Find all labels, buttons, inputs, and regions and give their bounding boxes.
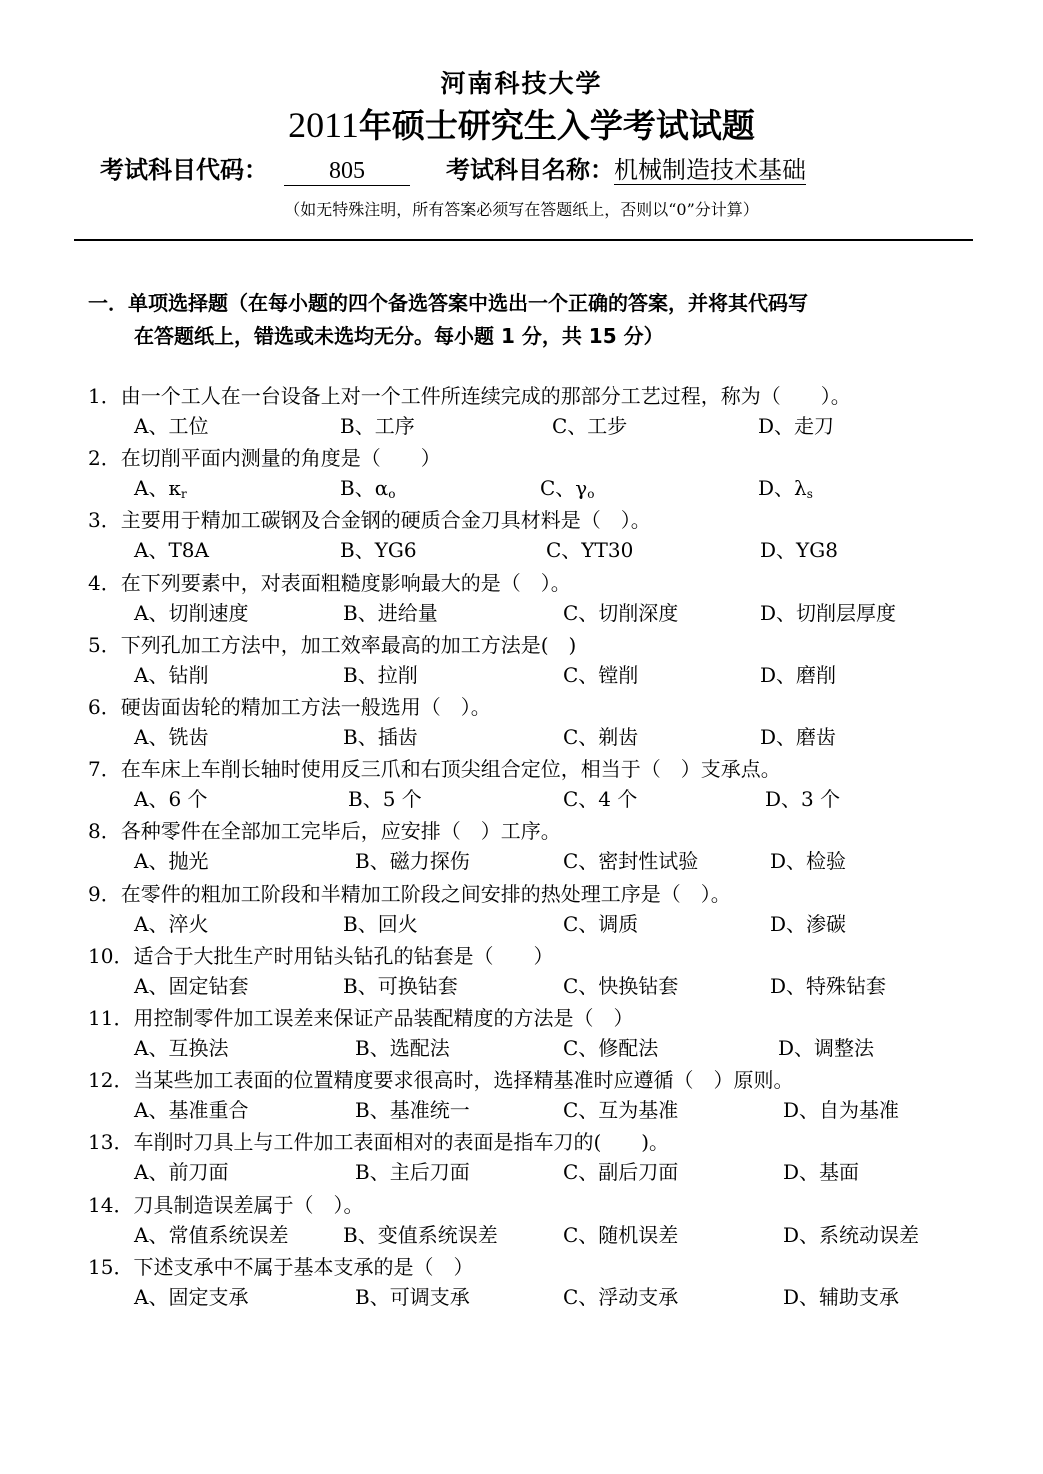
option-text: B、插齿 — [343, 725, 418, 749]
question-12-option-d — [783, 1094, 899, 1123]
option-subscript: o — [388, 487, 396, 502]
option-text: B、主后刀面 — [355, 1160, 470, 1185]
question-2-option-b — [340, 472, 395, 501]
option-text: C、浮动支承 — [563, 1284, 679, 1309]
option-text: A、κ — [134, 476, 181, 501]
option-subscript: o — [587, 487, 595, 502]
option-text: C、快换钻套 — [563, 973, 679, 998]
question-5-option-a — [134, 659, 208, 688]
option-text: B、拉削 — [343, 662, 418, 687]
question-15-option-b — [355, 1281, 470, 1310]
subject-line — [100, 150, 806, 186]
option-text: A、工位 — [134, 414, 209, 438]
option-text: C、YT30 — [546, 538, 634, 563]
subject-name-label: 考试科目名称： — [446, 156, 614, 184]
option-text: D、YG8 — [760, 538, 838, 563]
question-1-option-c — [552, 410, 627, 439]
question-8-option-c — [563, 845, 698, 874]
question-3: 3．主要用于精加工碳钢及合金钢的硬质合金刀具材料是（ ）。 — [88, 508, 651, 533]
question-2-option-d — [758, 472, 813, 501]
question-7: 7．在车床上车削长轴时使用反三爪和右顶尖组合定位，相当于（ ）支承点。 — [88, 757, 781, 782]
option-text: A、基准重合 — [134, 1098, 249, 1123]
question-14-option-d — [783, 1219, 919, 1248]
option-text: C、切削深度 — [563, 600, 679, 625]
option-text: D、磨削 — [760, 662, 837, 687]
question-8-option-a — [134, 845, 208, 874]
question-1: 1．由一个工人在一台设备上对一个工件所连续完成的那部分工艺过程，称为（ ）。 — [88, 384, 851, 408]
exam-title — [0, 100, 1043, 147]
option-text: A、互换法 — [134, 1036, 229, 1060]
question-4-option-a — [134, 597, 248, 626]
question-7-option-a — [134, 783, 208, 812]
question-12-option-a — [134, 1094, 248, 1123]
subject-code-value: 805 — [284, 158, 410, 186]
question-13-option-a — [134, 1156, 228, 1185]
option-text: D、切削层厚度 — [760, 600, 897, 625]
question-14: 14．刀具制造误差属于（ ）。 — [88, 1192, 364, 1217]
question-13: 13．车削时刀具上与工件加工表面相对的表面是指车刀的( )。 — [88, 1130, 670, 1155]
exam-year: 2011 — [288, 105, 359, 145]
question-11-option-b — [355, 1032, 450, 1061]
question-11-option-a — [134, 1032, 228, 1061]
option-text: A、淬火 — [134, 911, 209, 936]
question-8-option-d — [770, 845, 846, 874]
school-name: 河南科技大学 — [440, 69, 603, 98]
question-12-option-c — [563, 1094, 678, 1123]
option-text: A、铣齿 — [134, 725, 209, 749]
option-text: A、常值系统误差 — [134, 1222, 289, 1247]
option-text: A、固定支承 — [134, 1284, 249, 1309]
question-6: 6．硬齿面齿轮的精加工方法一般选用（ ）。 — [88, 695, 491, 719]
question-3-option-c — [546, 534, 633, 563]
question-7-option-b — [348, 783, 422, 812]
question-9-option-b — [343, 908, 418, 937]
question-11-option-d — [778, 1032, 874, 1061]
question-13-option-c — [563, 1156, 678, 1185]
option-text: B、选配法 — [355, 1036, 450, 1060]
question-4-option-b — [343, 597, 438, 626]
question-1-option-b — [340, 410, 415, 439]
option-text: B、YG6 — [340, 538, 417, 563]
option-text: C、4 个 — [563, 787, 638, 812]
option-text: C、密封性试验 — [563, 849, 699, 874]
question-12: 12．当某些加工表面的位置精度要求很高时，选择精基准时应遵循（ ）原则。 — [88, 1068, 794, 1093]
question-5: 5．下列孔加工方法中，加工效率最高的加工方法是( ) — [88, 632, 577, 657]
subject-code-label: 考试科目代码： — [100, 156, 268, 184]
question-6-option-b — [343, 721, 418, 750]
option-text: B、变值系统误差 — [343, 1222, 498, 1247]
question-10-option-c — [563, 970, 678, 999]
question-4-option-c — [563, 597, 678, 626]
question-9-option-d — [770, 908, 846, 937]
option-text: D、特殊钻套 — [770, 973, 887, 998]
question-10-option-a — [134, 970, 248, 999]
question-6-option-d — [760, 721, 836, 750]
option-text: A、固定钻套 — [134, 973, 249, 998]
option-text: C、修配法 — [563, 1036, 659, 1060]
option-text: D、调整法 — [778, 1036, 875, 1060]
question-5-option-d — [760, 659, 836, 688]
option-text: D、基面 — [783, 1160, 860, 1185]
section-heading-line1: 一．单项选择题（在每小题的四个备选答案中选出一个正确的答案，并将其代码写 — [88, 291, 808, 315]
subject-name-value: 机械制造技术基础 — [614, 156, 806, 184]
question-1-option-d — [758, 410, 834, 439]
question-13-option-d — [783, 1156, 859, 1185]
option-text: D、3 个 — [765, 787, 841, 812]
question-7-option-c — [563, 783, 637, 812]
question-2-option-a — [134, 472, 187, 501]
option-text: C、调质 — [563, 911, 639, 936]
question-9-option-c — [563, 908, 638, 937]
option-text: C、镗削 — [563, 662, 639, 687]
question-3-option-b — [340, 534, 417, 563]
question-9-option-a — [134, 908, 208, 937]
option-text: A、T8A — [134, 538, 209, 563]
option-text: A、抛光 — [134, 849, 209, 874]
option-text: C、副后刀面 — [563, 1160, 679, 1185]
question-5-option-c — [563, 659, 638, 688]
question-15-option-c — [563, 1281, 678, 1310]
option-text: A、6 个 — [134, 787, 208, 812]
question-11-option-c — [563, 1032, 658, 1061]
option-text: A、前刀面 — [134, 1160, 229, 1185]
option-text: D、自为基准 — [783, 1098, 900, 1123]
question-14-option-a — [134, 1219, 288, 1248]
question-4-option-d — [760, 597, 896, 626]
question-14-option-b — [343, 1219, 498, 1248]
question-10: 10．适合于大批生产时用钻头钻孔的钻套是（ ） — [88, 943, 554, 968]
question-13-option-b — [355, 1156, 470, 1185]
option-text: C、剃齿 — [563, 725, 639, 749]
option-text: B、α — [340, 476, 389, 501]
option-subscript: r — [180, 487, 187, 502]
question-2: 2．在切削平面内测量的角度是（ ） — [88, 446, 441, 471]
option-subscript: s — [806, 487, 813, 502]
question-3-option-d — [760, 534, 838, 563]
question-15-option-a — [134, 1281, 248, 1310]
question-15-option-d — [783, 1281, 899, 1310]
question-8: 8．各种零件在全部加工完毕后，应安排（ ）工序。 — [88, 819, 561, 844]
option-text: C、工步 — [552, 414, 628, 438]
option-text: C、互为基准 — [563, 1098, 679, 1123]
header-divider — [74, 239, 973, 241]
question-10-option-b — [343, 970, 458, 999]
option-text: D、走刀 — [758, 414, 835, 438]
option-text: D、λ — [758, 476, 807, 501]
question-12-option-b — [355, 1094, 470, 1123]
option-text: C、随机误差 — [563, 1222, 679, 1247]
option-text: B、基准统一 — [355, 1098, 470, 1123]
question-8-option-b — [355, 845, 470, 874]
option-text: D、磨齿 — [760, 725, 837, 749]
option-text: B、可调支承 — [355, 1284, 470, 1309]
question-9: 9．在零件的粗加工阶段和半精加工阶段之间安排的热处理工序是（ ）。 — [88, 881, 731, 906]
option-text: A、钻削 — [134, 662, 209, 687]
question-2-option-c — [540, 472, 595, 501]
option-text: D、辅助支承 — [783, 1284, 900, 1309]
question-15: 15．下述支承中不属于基本支承的是（ ） — [88, 1254, 474, 1279]
option-text: D、检验 — [770, 849, 847, 874]
question-7-option-d — [765, 783, 840, 812]
question-5-option-b — [343, 659, 418, 688]
option-text: D、系统动误差 — [783, 1222, 920, 1247]
option-text: B、磁力探伤 — [355, 849, 470, 874]
question-6-option-c — [563, 721, 638, 750]
option-text: B、可换钻套 — [343, 973, 458, 998]
question-10-option-d — [770, 970, 886, 999]
option-text: B、5 个 — [348, 787, 422, 812]
option-text: D、渗碳 — [770, 911, 847, 936]
answer-note: （如无特殊注明，所有答案必须写在答题纸上，否则以“0”分计算） — [284, 200, 759, 219]
option-text: B、工序 — [340, 414, 415, 438]
question-1-option-a — [134, 410, 208, 439]
option-text: A、切削速度 — [134, 600, 249, 625]
exam-title-text: 年硕士研究生入学考试试题 — [358, 106, 755, 145]
question-11: 11．用控制零件加工误差来保证产品装配精度的方法是（ ） — [88, 1006, 634, 1030]
option-text: B、进给量 — [343, 600, 438, 625]
question-4: 4．在下列要素中，对表面粗糙度影响最大的是（ ）。 — [88, 570, 571, 595]
question-3-option-a — [134, 534, 209, 563]
question-6-option-a — [134, 721, 208, 750]
option-text: B、回火 — [343, 911, 418, 936]
question-14-option-c — [563, 1219, 678, 1248]
section-heading-line2: 在答题纸上，错选或未选均无分。每小题 1 分，共 15 分） — [134, 324, 664, 348]
option-text: C、γ — [540, 476, 588, 501]
